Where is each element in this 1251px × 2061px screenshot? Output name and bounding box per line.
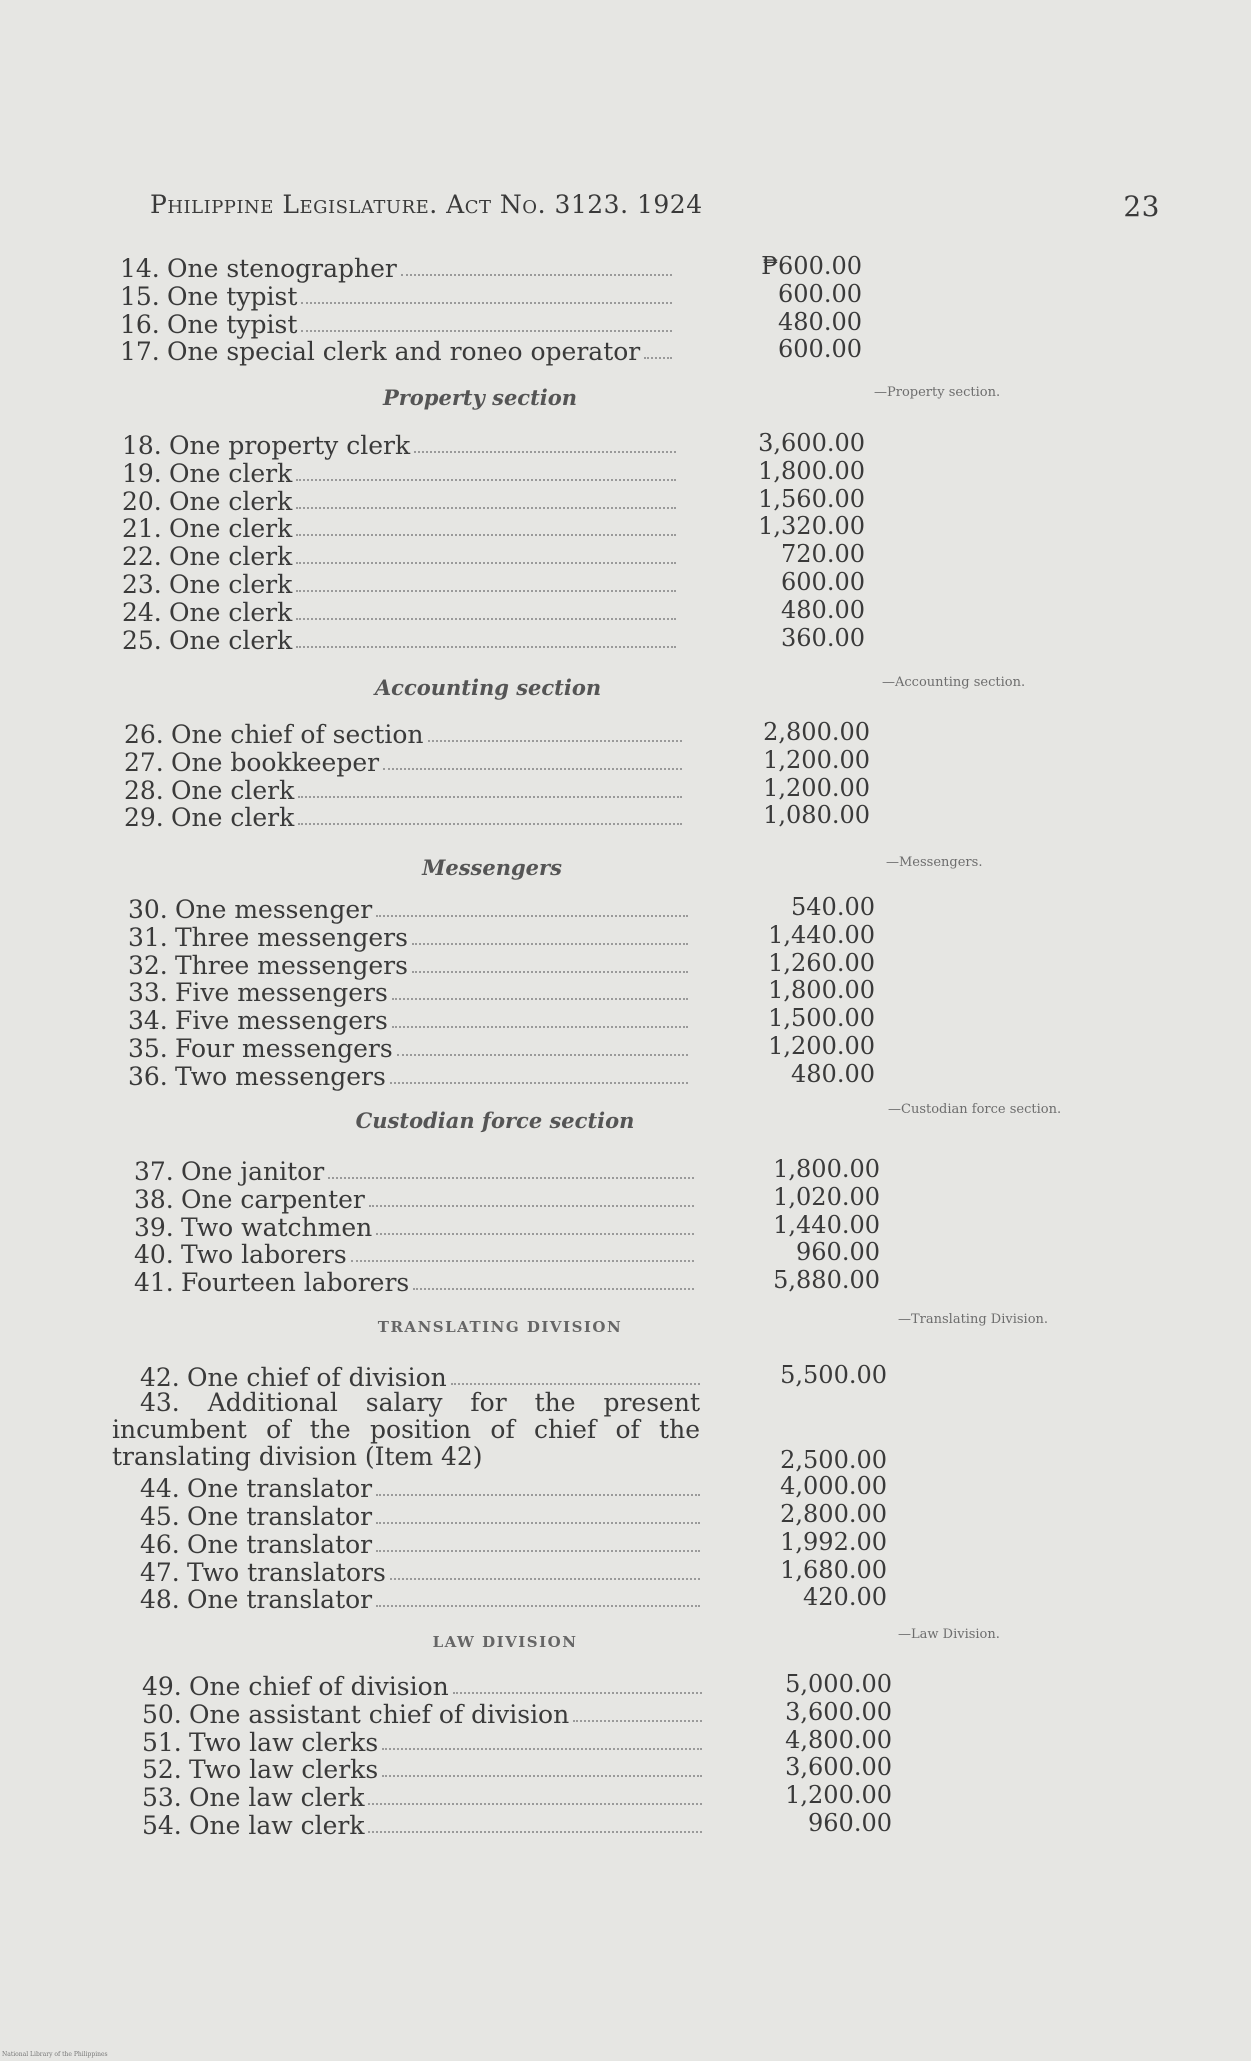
footer-credit: National Library of the Philippines (2, 2051, 108, 2058)
item-number: 25. (122, 625, 162, 655)
item-description: One law clerk (189, 1811, 365, 1840)
item-amount: 960.00 (796, 1238, 880, 1267)
item-amount: 600.00 (778, 279, 862, 308)
item-number: 21. (122, 514, 162, 544)
item-number: 53. (142, 1783, 182, 1813)
item-amount: 480.00 (791, 1059, 875, 1088)
item-description: One chief of division (187, 1363, 447, 1392)
item-amount: 420.00 (803, 1583, 887, 1612)
line-item (124, 720, 682, 748)
line-item (142, 1700, 702, 1728)
dot-leader (298, 821, 682, 825)
item-amount: 1,200.00 (763, 773, 870, 802)
dot-leader (376, 1231, 694, 1235)
line-item (142, 1672, 702, 1700)
dot-leader (412, 969, 688, 973)
dot-leader (413, 1286, 694, 1290)
line-item (122, 431, 676, 459)
line-item (128, 1062, 688, 1090)
item-amount: 1,020.00 (773, 1182, 880, 1211)
line-item (124, 776, 682, 804)
item-number: 39. (134, 1212, 174, 1242)
item-description: One clerk (169, 458, 293, 488)
line-item (120, 282, 672, 310)
dot-leader (368, 1801, 702, 1805)
dot-leader (401, 272, 672, 276)
dot-leader (451, 1381, 700, 1385)
item-number: 15. (120, 281, 160, 311)
dot-leader (414, 449, 676, 453)
item-description: Four messengers (175, 1034, 393, 1063)
item-description: One clerk (169, 570, 293, 599)
item-description: One clerk (169, 542, 293, 572)
item-amount: 1,500.00 (768, 1004, 875, 1033)
item-number: 47. (140, 1557, 180, 1587)
line-item (142, 1811, 702, 1839)
item-number: 23. (122, 570, 162, 599)
item-description: One clerk (171, 775, 295, 805)
item-number: 18. (122, 431, 162, 460)
page-number: 23 (1123, 190, 1160, 223)
item-amount: 360.00 (781, 623, 865, 652)
item-description: One clerk (169, 486, 293, 516)
item-description: One clerk (169, 625, 293, 655)
item-number: 37. (134, 1157, 174, 1186)
item-amount: 1,260.00 (768, 948, 875, 977)
line-item (140, 1530, 700, 1558)
item-description: One chief of section (171, 720, 424, 749)
item-number: 48. (140, 1585, 180, 1615)
item-description: One translator (187, 1474, 373, 1504)
division-heading: TRANSLATING DIVISION (377, 1318, 623, 1336)
running-header (150, 190, 1160, 230)
dot-leader (453, 1690, 702, 1694)
item-description: One clerk (169, 514, 293, 544)
item-amount: 1,200.00 (785, 1781, 892, 1810)
dot-leader (296, 477, 676, 481)
item-number: 27. (124, 747, 164, 777)
item-description: Three messengers (175, 922, 408, 952)
line-item (120, 254, 672, 282)
item-number: 44. (140, 1474, 180, 1504)
item-number: 22. (122, 542, 162, 572)
item-amount: 1,992.00 (780, 1527, 887, 1556)
item-amount: 4,000.00 (780, 1472, 887, 1501)
item-amount: 960.00 (808, 1809, 892, 1837)
margin-note: —Custodian force section. (888, 1102, 1062, 1117)
item-number: 17. (120, 337, 160, 367)
item-number: 20. (122, 486, 162, 516)
item-amount: 5,000.00 (785, 1670, 892, 1698)
item-description: One chief of division (189, 1672, 449, 1701)
line-item (140, 1474, 700, 1502)
line-item (140, 1585, 700, 1613)
line-item (122, 598, 676, 626)
dot-leader (369, 1203, 694, 1207)
item-description: One bookkeeper (171, 747, 380, 777)
margin-note: —Accounting section. (882, 675, 1026, 690)
item-number: 43. (140, 1387, 180, 1417)
item-description: One janitor (181, 1157, 325, 1186)
item-number: 51. (142, 1727, 182, 1757)
dot-leader (296, 505, 676, 509)
line-item (128, 1006, 688, 1034)
item-number: 40. (134, 1240, 174, 1270)
item-number: 36. (128, 1061, 168, 1091)
item-number: 16. (120, 309, 160, 339)
dot-leader (397, 1052, 688, 1056)
item-amount: 1,680.00 (780, 1555, 887, 1584)
item-description: One carpenter (181, 1184, 365, 1214)
dot-leader (412, 941, 688, 945)
item-amount: 1,200.00 (768, 1032, 875, 1060)
item-number: 32. (128, 950, 168, 980)
item-number: 52. (142, 1755, 182, 1785)
line-item (122, 626, 676, 654)
line-item (134, 1240, 694, 1268)
item-description: Two law clerks (189, 1755, 379, 1785)
dot-leader (296, 588, 676, 592)
line-item (128, 978, 688, 1006)
item-number: 41. (134, 1268, 174, 1298)
item-description: Two messengers (175, 1061, 386, 1091)
line-item (122, 570, 676, 598)
dot-leader (376, 913, 688, 917)
dot-leader (296, 532, 676, 536)
line-item (122, 459, 676, 487)
item-description: Five messengers (175, 1006, 388, 1036)
item-description: Fourteen laborers (181, 1268, 410, 1298)
dot-leader (376, 1520, 700, 1524)
item-amount: 1,800.00 (768, 976, 875, 1005)
margin-note: —Messengers. (886, 855, 983, 870)
line-item (142, 1728, 702, 1756)
item-description: One translator (187, 1502, 373, 1531)
section-heading: Messengers (422, 855, 562, 880)
item-amount: 1,560.00 (758, 484, 865, 513)
dot-leader (328, 1175, 694, 1179)
line-item (134, 1268, 694, 1296)
item-number: 26. (124, 720, 164, 749)
item-number: 50. (142, 1699, 182, 1729)
line-item (134, 1213, 694, 1241)
item-amount: 480.00 (778, 307, 862, 336)
item-amount: 1,080.00 (763, 801, 870, 830)
item-description: One translator (187, 1585, 373, 1615)
item-description: One typist (167, 281, 298, 311)
item-description: One stenographer (167, 254, 397, 283)
item-description: One property clerk (169, 431, 411, 460)
line-item (134, 1157, 694, 1185)
line-item (140, 1502, 700, 1530)
dot-leader (301, 328, 672, 332)
dot-leader (392, 1024, 688, 1028)
section-heading: Custodian force section (355, 1108, 635, 1133)
item-description: One special clerk and roneo operator (167, 337, 641, 367)
item-amount: 4,800.00 (785, 1725, 892, 1754)
item-number: 24. (122, 597, 162, 627)
item-number: 45. (140, 1502, 180, 1531)
item-description: One clerk (171, 803, 295, 833)
item-amount: 1,200.00 (763, 745, 870, 774)
item-amount: 3,600.00 (785, 1753, 892, 1782)
division-heading: LAW DIVISION (432, 1633, 578, 1651)
item-description: Two law clerks (189, 1727, 379, 1757)
item-amount: 720.00 (781, 540, 865, 569)
item-amount: 3,600.00 (785, 1697, 892, 1726)
dot-leader (428, 738, 682, 742)
item-number: 46. (140, 1529, 180, 1559)
item-description: One messenger (175, 895, 373, 924)
item-amount: 5,500.00 (780, 1361, 887, 1389)
item-number: 31. (128, 922, 168, 952)
item-number: 34. (128, 1006, 168, 1036)
line-item (124, 803, 682, 831)
line-item (128, 895, 688, 923)
item-number: 19. (122, 458, 162, 488)
item-number: 35. (128, 1034, 168, 1063)
line-item (142, 1783, 702, 1811)
line-item (140, 1363, 700, 1391)
dot-leader (390, 1576, 700, 1580)
dot-leader (573, 1718, 702, 1722)
dot-leader (296, 560, 676, 564)
item-description: One translator (187, 1529, 373, 1559)
item-number: 54. (142, 1811, 182, 1840)
item-number: 42. (140, 1363, 180, 1392)
dot-leader (390, 1080, 688, 1084)
line-item (134, 1185, 694, 1213)
dot-leader (298, 794, 682, 798)
dot-leader (296, 616, 676, 620)
item-amount: 540.00 (791, 893, 875, 921)
dot-leader (368, 1829, 702, 1833)
dot-leader (383, 766, 682, 770)
dot-leader (351, 1258, 694, 1262)
item-description: Two translators (187, 1557, 386, 1587)
item-amount: 600.00 (781, 568, 865, 596)
item-amount: 1,440.00 (773, 1210, 880, 1239)
dot-leader (376, 1492, 700, 1496)
item-amount: 1,320.00 (758, 512, 865, 541)
line-item (124, 748, 682, 776)
item-description: One typist (167, 309, 298, 339)
dot-leader (296, 644, 676, 648)
item-amount: 480.00 (781, 595, 865, 624)
item-description: One clerk (169, 597, 293, 627)
line-item (122, 487, 676, 515)
item-number: 38. (134, 1184, 174, 1214)
dot-leader (376, 1548, 700, 1552)
line-item (142, 1755, 702, 1783)
dot-leader (382, 1746, 702, 1750)
dot-leader (392, 996, 688, 1000)
item-number: 28. (124, 775, 164, 805)
line-item (140, 1558, 700, 1586)
item-number: 30. (128, 895, 168, 924)
item-number: 33. (128, 978, 168, 1008)
margin-note: —Law Division. (898, 1627, 1000, 1642)
line-item (122, 542, 676, 570)
item-number: 29. (124, 803, 164, 833)
item-amount: 600.00 (778, 335, 862, 364)
line-item (128, 1034, 688, 1062)
item-description: Two watchmen (181, 1212, 373, 1242)
item-description: Three messengers (175, 950, 408, 980)
item-description: Five messengers (175, 978, 388, 1008)
item-number: 14. (120, 254, 160, 283)
margin-note: —Translating Division. (898, 1312, 1049, 1327)
section-heading: Accounting section (374, 675, 602, 700)
line-item-paragraph (112, 1389, 700, 1470)
item-amount: 5,880.00 (773, 1266, 880, 1295)
item-amount: 1,800.00 (773, 1155, 880, 1183)
item-amount: 3,600.00 (758, 429, 865, 457)
line-item (128, 923, 688, 951)
item-description: One law clerk (189, 1783, 365, 1813)
dot-leader (301, 300, 672, 304)
item-description: One assistant chief of division (189, 1699, 570, 1729)
line-item (128, 951, 688, 979)
header-title: Philippine Legislature. Act No. 3123. 1924 (150, 190, 703, 219)
item-amount: ₱600.00 (761, 252, 862, 280)
section-heading: Property section (382, 385, 578, 410)
item-amount: 1,800.00 (758, 456, 865, 485)
item-number: 49. (142, 1672, 182, 1701)
item-description: Two laborers (181, 1240, 347, 1270)
item-amount: 2,800.00 (780, 1500, 887, 1528)
item-amount: 1,440.00 (768, 920, 875, 949)
dot-leader (382, 1773, 702, 1777)
line-item (122, 514, 676, 542)
line-item (120, 310, 672, 338)
item-amount: 2,800.00 (763, 718, 870, 746)
item-description: Additional salary for the present incumbent of the position of chief of the translating division (Item 42) (112, 1387, 700, 1471)
dot-leader (376, 1603, 700, 1607)
line-item (120, 337, 672, 365)
margin-note: —Property section. (874, 385, 1001, 400)
item-amount: 2,500.00 (780, 1446, 887, 1475)
dot-leader (644, 355, 672, 359)
